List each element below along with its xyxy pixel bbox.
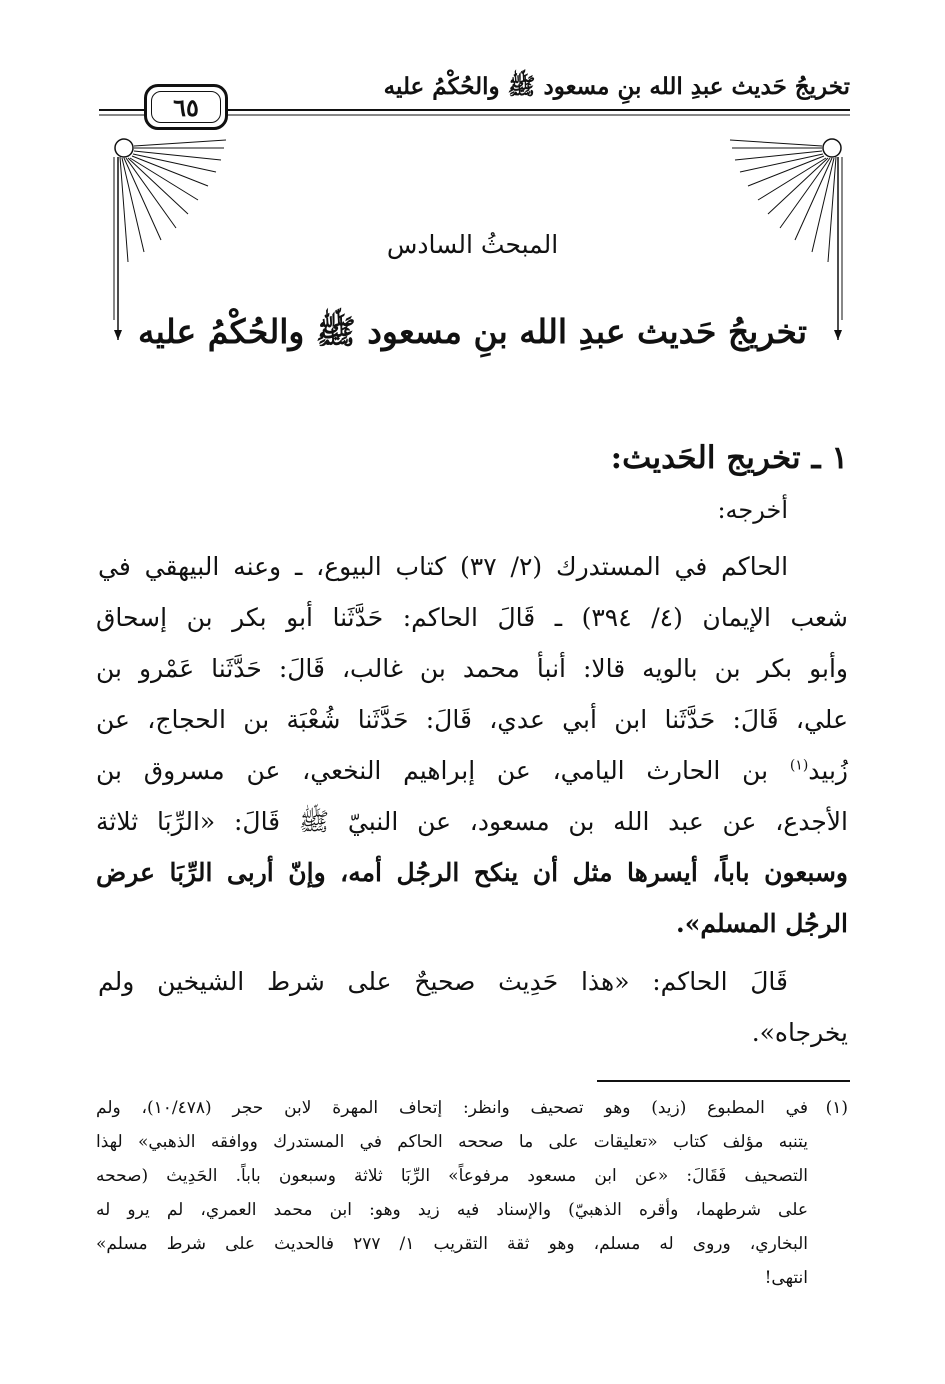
body-line: علي، قَالَ: حَدَّثَنا ابن أبي عدي، قَالَ: حَدَّثَنا شُعْبَة بن الحجاج، عن [96,705,848,734]
akhrajah-label: أخرجه: [717,496,788,524]
body-line: يخرجاه». [751,1018,848,1047]
running-header-title: تخريجُ حَديث عبدِ الله بنِ مسعود ﷺ والحُكْمُ عليه [383,73,850,100]
footnote-line: يتنبه مؤلف كتاب «تعليقات على ما صححه الحاكم في المستدرك ووافقه الذهبي» لهذا [96,1132,808,1152]
body-line-bold: الرجُل المسلم». [675,909,848,938]
body-text: بن الحارث اليامي، عن إبراهيم النخعي، عن مسروق بن [96,756,769,785]
footnote-line: انتهى! [764,1268,808,1288]
subheading: ١ ـ تخريج الحَديث: [610,440,848,476]
section-title: تخريجُ حَديث عبدِ الله بنِ مسعود ﷺ والحُكْمُ عليه [137,312,808,351]
section-label: المبحثُ السادس [386,230,559,259]
body-line-bold: وسبعون باباً، أيسرها مثل أن ينكح الرجُل أمه، وإنّ أربى الرِّبَا عرض [96,858,848,887]
body-line [96,756,848,786]
body-line: الحاكم في المستدرك (٢/ ٣٧) كتاب البيوع، ـ وعنه البيهقي في [98,552,789,581]
page-number-text: ٦٥ [173,92,199,122]
footnote-separator [597,1080,850,1082]
body-line: شعب الإيمان (٤/ ٣٩٤) ـ قَالَ الحاكم: حَدَّثَنا أبو بكر بن إسحاق [96,603,849,632]
body-line: الأجدع، عن عبد الله بن مسعود، عن النبيّ ﷺ قَالَ: «الرِّبَا ثلاثة [96,807,848,836]
footnote-line: في المطبوع (زيد) وهو تصحيف وانظر: إتحاف المهرة لابن حجر (١٠/٤٧٨)، ولم [96,1098,808,1118]
body-line: وأبو بكر بن بالويه قالا: أنبأ محمد بن غالب، قَالَ: حَدَّثَنا عَمْرو بن [96,654,848,683]
body-text: زُبيد [808,756,848,785]
footnote-marker[interactable]: (١) [789,757,809,774]
footnote-line: البخاري، وروى له مسلم، وهو ثقة التقريب ١/ ٢٧٧ فالحديث على شرط مسلم» [96,1234,808,1254]
footnote-number: (١) [825,1098,848,1118]
body-line: قَالَ الحاكم: «هذا حَدِيث صحيحٌ على شرط الشيخين ولم [98,967,788,996]
footnote-line: التصحيف فَقَالَ: «عن ابن مسعود مرفوعاً» الرِّبَا ثلاثة وسبعون باباً. الحَدِيث (صححه [96,1166,808,1186]
footnote-line: على شرطهما، وأقره الذهبيّ) والإسناد فيه زيد وهو: ابن محمد العمري، لم يرو له [96,1200,808,1220]
page-number [144,84,228,130]
